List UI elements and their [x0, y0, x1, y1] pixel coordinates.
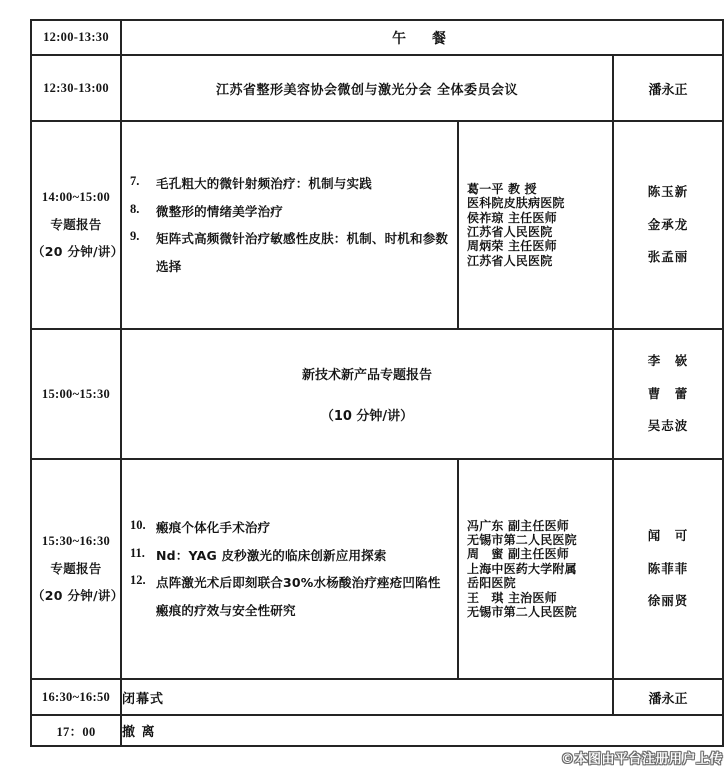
closing-ceremony-cell: 闭幕式: [121, 679, 613, 715]
speaker-line: 葛一平 教 授: [467, 181, 537, 196]
talk-item: [122, 514, 451, 542]
session-type-label: 专题报告: [50, 216, 102, 232]
talk-item: [122, 170, 451, 198]
chairs-list: [614, 355, 722, 433]
chair-name: 陈玉新: [647, 184, 689, 200]
table-row: [31, 55, 723, 121]
talks-cell: [121, 121, 458, 329]
talk-title: 点阵激光术后即刻联合30%水杨酸治疗痤疮凹陷性瘢痕的疗效与安全性研究: [156, 575, 441, 618]
speaker-line: 周炳荣 主任医师: [467, 239, 557, 254]
talk-number: 9.: [130, 229, 140, 243]
table-row: [31, 121, 723, 329]
chairs-cell: [613, 459, 723, 679]
conference-schedule-table: [30, 19, 724, 747]
speaker-hospital: 上海中医药大学附属: [467, 561, 577, 576]
session-title-block: [122, 364, 612, 424]
time-block: [32, 534, 124, 604]
time-cell: [31, 459, 124, 679]
chair-name: 闻 可: [647, 528, 689, 544]
speaker-line: 冯广东 副主任医师: [467, 518, 569, 533]
speakers-list: [459, 178, 612, 272]
talk-duration-label: （10 分钟/讲）: [320, 409, 414, 424]
chair-name: 吴志波: [647, 418, 689, 434]
session-title: 新技术新产品专题报告: [301, 368, 432, 383]
chair-name: 张孟丽: [647, 249, 689, 265]
talk-duration-label: （20 分钟/讲）: [32, 244, 124, 260]
table-row: [31, 679, 723, 715]
time-cell: 12:00-13:30: [31, 20, 121, 55]
talk-number: 8.: [130, 201, 140, 216]
session-type-label: 专题报告: [50, 560, 102, 576]
talk-item: [122, 225, 451, 280]
talk-number: 10.: [130, 518, 146, 532]
talk-number: 7.: [130, 174, 140, 188]
chair-name: 陈菲菲: [647, 560, 689, 576]
chair-name: 金承龙: [647, 216, 689, 232]
chair-name: 李 嵚: [647, 353, 689, 369]
chairs-cell: [613, 329, 723, 459]
chairs-list: [614, 530, 722, 608]
time-range: 15:30~16:30: [41, 534, 111, 549]
talk-title: 瘢痕个体化手术治疗: [156, 520, 271, 535]
session-cell: [121, 329, 613, 459]
talk-title: Nd：YAG 皮秒激光的临床创新应用探索: [156, 547, 387, 563]
speaker-line: 周 蜜 副主任医师: [467, 547, 569, 562]
speaker-hospital: 无锡市第二人民医院: [467, 604, 577, 619]
talks-list: [122, 164, 457, 286]
chairs-list: [614, 186, 722, 264]
departure-cell: 撤 离: [121, 715, 723, 746]
watermark-text: ©本图由平台注册用户上传: [560, 752, 723, 767]
session-title: 江苏省整形美容协会微创与激光分会 全体委员会议: [121, 55, 613, 121]
lunch-cell: 午 餐: [121, 20, 723, 55]
talk-number: 11.: [130, 545, 145, 560]
speaker-hospital: 岳阳医院: [467, 576, 516, 591]
chairs-cell: [613, 121, 723, 329]
time-cell: 16:30~16:50: [31, 679, 121, 715]
table-row: [31, 329, 723, 459]
speaker-line: 侯祚琼 主任医师: [467, 210, 557, 225]
speakers-cell: [458, 121, 613, 329]
speaker-hospital: 江苏省人民医院: [467, 253, 553, 268]
table-row: [31, 715, 723, 746]
talk-number: 12.: [130, 573, 146, 587]
time-cell: 17：00: [31, 715, 121, 746]
talk-title: 矩阵式高频微针治疗敏感性皮肤：机制、时机和参数选择: [156, 231, 449, 274]
talk-duration-label: （20 分钟/讲）: [32, 588, 124, 604]
time-block: [32, 190, 124, 260]
chair-name: 潘永正: [613, 55, 723, 121]
chair-name: 潘永正: [613, 679, 723, 715]
speaker-hospital: 无锡市第二人民医院: [467, 533, 577, 548]
talk-title: 毛孔粗大的微针射频治疗：机制与实践: [156, 176, 372, 191]
speakers-cell: [458, 459, 613, 679]
talks-list: [122, 508, 457, 630]
speakers-list: [459, 515, 612, 624]
talk-item: [122, 198, 451, 226]
chair-name: 曹 蕾: [647, 385, 689, 401]
talk-title: 微整形的情绪美学治疗: [156, 203, 284, 219]
table-row: [31, 459, 723, 679]
talks-cell: [121, 459, 458, 679]
talk-item: [122, 542, 451, 570]
speaker-line: 王 琪 主治医师: [467, 590, 557, 605]
time-cell: 15:00~15:30: [31, 329, 121, 459]
time-cell: [31, 121, 124, 329]
time-cell: 12:30-13:00: [31, 55, 121, 121]
talk-item: [122, 569, 451, 624]
chair-name: 徐丽贤: [647, 593, 689, 609]
speaker-hospital: 江苏省人民医院: [467, 225, 553, 239]
table-row: [31, 20, 723, 55]
time-range: 14:00~15:00: [41, 190, 111, 205]
speaker-hospital: 医科院皮肤病医院: [467, 196, 565, 211]
